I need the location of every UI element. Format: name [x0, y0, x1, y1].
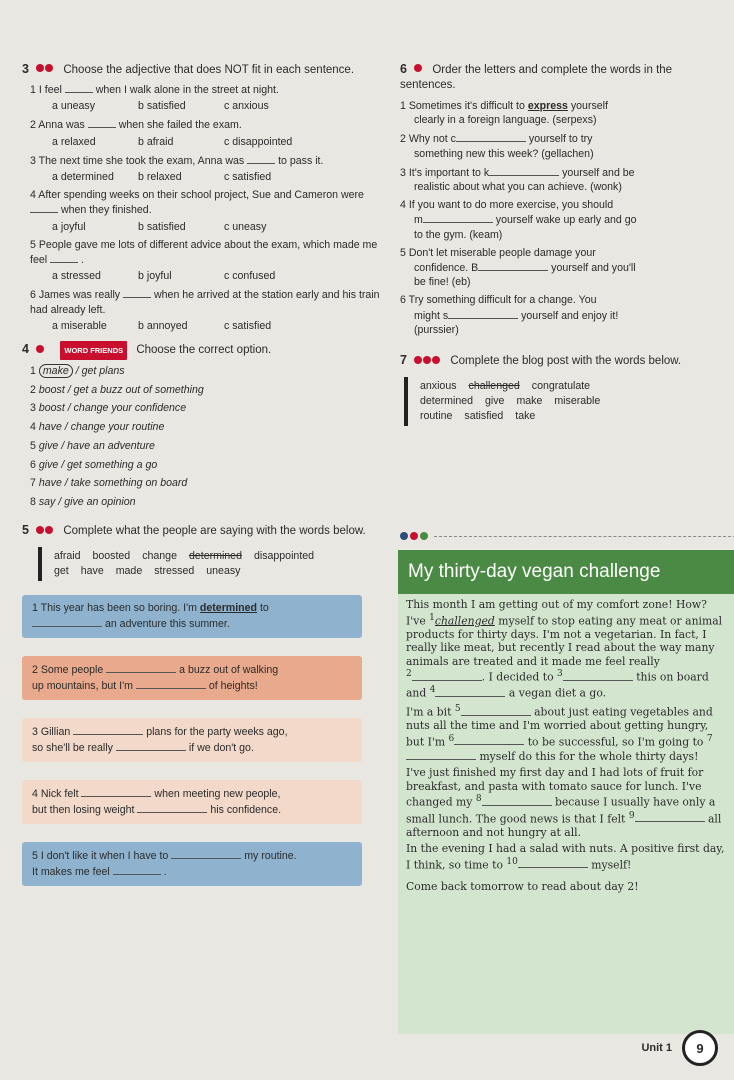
word-box-item: miserable — [554, 395, 601, 408]
ex3-options — [52, 220, 382, 234]
blog-text: myself to stop eating any meat or animal products for thirty days. I'm not a vegetarian. In fact, I really like meat, but recently I read about the way many animals are treated and it made me feel really — [406, 614, 723, 668]
answer-blank[interactable] — [32, 616, 102, 627]
item-number: 5 — [30, 238, 36, 251]
option-b[interactable]: change your routine — [70, 421, 165, 434]
word-box-item: made — [115, 565, 143, 578]
page-footer — [641, 1030, 718, 1066]
ex3-options — [52, 99, 382, 113]
option[interactable]: c satisfied — [224, 171, 272, 184]
sentence-text: clearly in a foreign language. (serpexs) — [414, 114, 597, 127]
blog-text: a vegan diet a go. — [508, 686, 607, 700]
blog-text: In the evening I had a salad with nuts. A positive first day, I think, so time to — [406, 842, 725, 872]
ex6-item-5 — [400, 246, 720, 290]
sentence-text: when I walk alone in the street at night. — [95, 84, 279, 96]
sentence-text: (purssier) — [414, 323, 459, 336]
answer-blank[interactable] — [106, 662, 176, 673]
sentence-text: to pass it. — [278, 154, 324, 167]
word-box-item: make — [516, 395, 543, 408]
option-a[interactable]: have — [38, 421, 62, 434]
word-box-item: get — [54, 565, 69, 578]
exercise-instruction: Complete what the people are saying with the words below. — [63, 525, 366, 538]
sentence-text: so she'll be really — [32, 742, 113, 755]
answer-blank[interactable] — [30, 202, 58, 213]
ex4-item: 2 boost / get a buzz out of something — [30, 383, 204, 396]
blog-text: all afternoon and not hungry at all. — [406, 812, 722, 839]
item-number: 6 — [30, 289, 36, 302]
answer-blank[interactable] — [73, 724, 143, 735]
right-column — [400, 62, 720, 436]
example-answer: challenged — [434, 614, 495, 628]
blog-text: this on board and — [406, 670, 709, 700]
word-box-item: anxious — [420, 380, 457, 393]
sentence-text: . — [81, 254, 84, 267]
sentence-text: I feel — [38, 84, 62, 96]
option[interactable]: b satisfied — [138, 100, 186, 113]
sentence-text: confidence. B — [414, 262, 479, 275]
blog-text: about just eating vegetables and nuts all the time and I'm worried about getting hungry, but I'm — [406, 705, 713, 749]
ex3-item — [30, 188, 382, 217]
item-number: 2 — [30, 119, 36, 132]
speech-bubble-2 — [22, 656, 362, 700]
sentence-text: when meeting new people, — [154, 788, 281, 801]
sentence-text: yourself and enjoy it! — [521, 309, 619, 322]
sentence-text: 1 Sometimes it's difficult to — [400, 100, 525, 112]
blog-text: Come back tomorrow to read about day 2! — [406, 879, 639, 893]
blog-title: My thirty-day vegan challenge — [398, 550, 734, 594]
exercise-3-heading — [22, 62, 382, 78]
exercise-5-heading — [22, 523, 382, 539]
example-answer: determined — [199, 602, 258, 615]
left-column — [22, 62, 382, 896]
word-box-item: challenged — [468, 380, 520, 393]
word-box-item: satisfied — [464, 410, 504, 423]
sentence-text: to the gym. (keam) — [414, 228, 503, 241]
blog-text: myself! — [591, 858, 632, 872]
exercise-number: 7 — [400, 353, 407, 368]
exercise-instruction: Choose the correct option. — [136, 344, 272, 357]
option[interactable]: b joyful — [138, 270, 172, 283]
answer-blank[interactable] — [247, 153, 275, 164]
option[interactable]: a relaxed — [52, 135, 96, 148]
ex6-item-3 — [400, 165, 720, 194]
blog-text: I'm a bit — [406, 705, 452, 719]
sentence-text: 4 If you want to do more exercise, you should — [400, 199, 614, 212]
sentence-text: yourself — [570, 100, 608, 112]
blog-text: because I usually have only a small lunch. The good news is that I felt — [406, 796, 716, 826]
sentence-text: something new this week? (gellachen) — [414, 147, 594, 160]
option-a[interactable]: make — [39, 364, 73, 378]
sentence-text: when he arrived at the station early and his train had already left. — [30, 289, 380, 316]
word-box-item: stressed — [154, 565, 195, 578]
option-b[interactable]: take something on board — [70, 477, 188, 490]
answer-blank[interactable] — [136, 678, 206, 689]
item-number: 1 — [30, 365, 36, 378]
item-number: 5 — [30, 439, 36, 452]
word-box-item: take — [515, 410, 536, 423]
exercise-6-items — [400, 99, 720, 337]
blog-text: myself do this for the whole thirty days! — [479, 749, 699, 763]
option-b[interactable]: get a buzz out of something — [73, 383, 204, 396]
sentence-text: The next time she took the exam, Anna was — [38, 154, 245, 167]
blog-dots-icon — [400, 532, 734, 540]
ex3-item — [30, 117, 382, 132]
sentence-text: yourself and be — [562, 166, 635, 179]
blog-text: to be successful, so I'm going to — [527, 735, 704, 749]
answer-blank[interactable] — [448, 308, 518, 319]
answer-blank[interactable] — [137, 802, 207, 813]
sentence-text: yourself wake up early and go — [495, 214, 637, 227]
blog-paragraph-2: I'm a bit $^5$ about just eating vegetables and nuts all the time and I'm worried about getting hungry, but I'm $^6$ to be successful, so I'm going to $^7$ myself do this for the whole thirty days! — [406, 704, 713, 763]
answer-blank[interactable] — [482, 795, 552, 806]
item-number: 4 — [30, 421, 36, 434]
sentence-text: It makes me feel — [32, 866, 110, 879]
answer-blank[interactable] — [116, 740, 186, 751]
answer-blank[interactable] — [518, 857, 588, 868]
option[interactable]: a uneasy — [52, 100, 95, 113]
sentence-text: yourself to try — [528, 133, 593, 146]
word-box-item: give — [485, 395, 505, 408]
ex4-item: 4 have / change your routine — [30, 421, 165, 434]
exercise-instruction: Choose the adjective that does NOT fit in each sentence. — [63, 64, 355, 76]
speech-bubble-3 — [22, 718, 362, 762]
exercise-7 — [400, 353, 720, 426]
answer-blank[interactable] — [406, 749, 476, 760]
answer-blank[interactable] — [456, 131, 526, 142]
ex6-item-1 — [400, 99, 720, 127]
word-box-item: congratulate — [531, 380, 591, 393]
answer-blank[interactable] — [81, 786, 151, 797]
word-box-item: uneasy — [206, 565, 241, 578]
exercise-number: 4 — [22, 342, 29, 357]
exercise-4 — [22, 341, 382, 509]
sentence-text: a buzz out of walking — [179, 664, 279, 677]
option-a[interactable]: say — [38, 495, 56, 508]
answer-blank[interactable] — [88, 117, 116, 128]
answer-blank[interactable] — [461, 705, 531, 716]
option[interactable]: a miserable — [52, 319, 107, 332]
exercise-number: 3 — [22, 62, 29, 76]
sentence-text: m — [414, 214, 423, 227]
option[interactable]: b relaxed — [138, 171, 182, 184]
option[interactable]: c satisfied — [224, 319, 272, 332]
word-box — [38, 547, 382, 581]
difficulty-dots — [36, 343, 45, 358]
sentence-text: might s — [414, 309, 449, 322]
option-a[interactable]: give — [38, 458, 59, 471]
sentence-text: his confidence. — [210, 804, 282, 817]
answer-blank[interactable] — [563, 670, 633, 681]
answer-blank[interactable] — [65, 82, 93, 93]
sentence-text: my routine. — [244, 850, 297, 863]
sentence-text: if we don't go. — [188, 742, 254, 755]
sentence-text: James was really — [38, 289, 121, 302]
sentence-text: 2 Some people — [32, 664, 104, 677]
sentence-text: 3 It's important to k — [400, 166, 490, 179]
speech-bubble-1 — [22, 595, 362, 638]
ex3-item — [30, 153, 382, 168]
exercise-6-heading — [400, 62, 720, 93]
ex3-options — [52, 135, 382, 149]
blog-paragraph-4: In the evening I had a salad with nuts. A positive first day, I think, so time to $^{10}$ myself! — [406, 842, 725, 872]
word-friends-badge: WORD FRIENDS — [60, 341, 127, 360]
option[interactable]: b annoyed — [138, 319, 188, 332]
answer-blank[interactable] — [423, 212, 493, 223]
sentence-text: 4 Nick felt — [32, 788, 79, 801]
option[interactable]: c confused — [224, 270, 276, 283]
item-number: 7 — [30, 477, 36, 490]
answer-blank[interactable] — [435, 686, 505, 697]
item-number: 1 — [30, 84, 36, 96]
word-box — [404, 377, 660, 426]
ex3-item — [30, 238, 382, 267]
page-number: 9 — [682, 1030, 718, 1066]
ex4-item: 5 give / have an adventure — [30, 439, 155, 452]
answer-blank[interactable] — [635, 811, 705, 822]
blog-paragraph-3: I've just finished my first day and I had lots of fruit for breakfast, and pasta with tomato sauce for lunch. I've changed my $^8$ because I usually have only a small lunch. The good news is that I felt $^9$ all afternoon and not hungry at all. — [406, 766, 722, 839]
exercise-instruction: Order the letters and complete the words in the sentences. — [400, 64, 673, 91]
option[interactable]: a joyful — [52, 220, 86, 233]
option[interactable]: a stressed — [52, 270, 101, 283]
option-a[interactable]: boost — [38, 402, 65, 415]
ex3-options — [52, 319, 382, 333]
sentence-text: when she failed the exam. — [118, 119, 242, 132]
sentence-text: but then losing weight — [32, 804, 135, 817]
item-number: 4 — [30, 189, 36, 202]
answer-blank[interactable] — [50, 252, 78, 263]
speech-bubble-5 — [22, 842, 362, 886]
difficulty-dots — [414, 62, 423, 77]
exercise-number: 6 — [400, 62, 407, 76]
option-b[interactable]: change your confidence — [73, 402, 187, 415]
exercise-3-items — [22, 82, 382, 333]
sentence-text: 2 Why not c — [400, 133, 456, 146]
option-a[interactable]: have — [38, 477, 62, 490]
answer-blank[interactable] — [171, 848, 241, 859]
answer-blank[interactable] — [454, 734, 524, 745]
blog-paragraph-5 — [406, 880, 726, 894]
ex6-item-6 — [400, 293, 720, 337]
ex6-item-4 — [400, 198, 720, 242]
option[interactable]: c anxious — [224, 100, 269, 113]
option-a[interactable]: give — [38, 439, 59, 452]
blog-text: I've just finished my first day and I had lots of fruit for breakfast, and pasta with tomato sauce for lunch. I've changed my — [406, 766, 704, 810]
option-b[interactable]: get plans — [81, 365, 125, 378]
exercise-6 — [400, 62, 720, 337]
exercise-5 — [22, 523, 382, 886]
unit-label: Unit 1 — [641, 1042, 672, 1054]
item-number: 3 — [30, 154, 36, 167]
item-number: 2 — [30, 383, 36, 396]
ex4-item: 6 give / get something a go — [30, 458, 158, 471]
ex6-item-2 — [400, 131, 720, 160]
sentence-text: plans for the party weeks ago, — [146, 726, 288, 739]
sentence-text: to — [259, 602, 269, 615]
word-box-item: determined — [188, 550, 242, 563]
ex3-item — [30, 287, 382, 316]
sentence-text: 1 This year has been so boring. I'm — [32, 602, 197, 615]
sentence-text: 5 Don't let miserable people damage your — [400, 246, 596, 259]
sentence-text: when they finished. — [60, 204, 152, 217]
blog-text: This month I am getting out of my comfort zone! How? I've — [406, 598, 707, 628]
sentence-text: People gave me lots of different advice about the exam, which made me feel — [30, 238, 378, 267]
word-box-item: change — [142, 550, 177, 563]
word-box-item: determined — [420, 395, 473, 408]
difficulty-dots — [36, 62, 54, 77]
sentence-text: 5 I don't like it when I have to — [32, 850, 169, 863]
option[interactable]: a determined — [52, 171, 114, 184]
ex3-options — [52, 269, 382, 283]
word-box-item: boosted — [92, 550, 131, 563]
word-box-item: disappointed — [253, 550, 315, 563]
answer-blank[interactable] — [113, 864, 161, 875]
item-number: 8 — [30, 495, 36, 508]
word-box-item: afraid — [54, 550, 81, 563]
option[interactable]: b afraid — [138, 135, 174, 148]
sentence-text: Anna was — [38, 119, 85, 132]
answer-blank[interactable] — [123, 287, 151, 298]
sentence-text: realistic about what you can achieve. (wonk) — [414, 181, 622, 194]
sentence-text: yourself and you'll — [551, 262, 636, 275]
item-number: 3 — [30, 402, 36, 415]
sentence-text: 6 Try something difficult for a change. You — [400, 294, 597, 307]
blog-text: . I decided to — [481, 670, 554, 684]
exercise-instruction: Complete the blog post with the words below. — [450, 355, 682, 368]
sentence-text: of heights! — [208, 680, 258, 693]
answer-blank[interactable] — [489, 165, 559, 176]
example-answer: express — [527, 100, 568, 112]
exercise-7-heading — [400, 353, 720, 369]
option[interactable]: b satisfied — [138, 220, 186, 233]
option[interactable]: c disappointed — [224, 135, 293, 148]
blog-body — [398, 594, 734, 1034]
speech-bubble-4 — [22, 780, 362, 824]
ex3-options — [52, 170, 382, 184]
sentence-text: After spending weeks on their school project, Sue and Cameron were — [38, 189, 364, 202]
answer-blank[interactable] — [412, 670, 482, 681]
word-box-item: have — [80, 565, 104, 578]
sentence-text: an adventure this summer. — [104, 618, 230, 631]
word-box-item: routine — [420, 410, 453, 423]
ex4-item: 7 have / take something on board — [30, 477, 188, 490]
exercise-3 — [22, 62, 382, 333]
option-a[interactable]: boost — [38, 383, 65, 396]
option-b[interactable]: give an opinion — [64, 495, 136, 508]
ex4-item: 1 make / get plans — [30, 365, 125, 378]
ex3-item — [30, 82, 382, 97]
ex4-item: 3 boost / change your confidence — [30, 402, 187, 415]
difficulty-dots — [414, 354, 441, 369]
difficulty-dots — [36, 524, 54, 539]
exercise-4-items — [22, 364, 382, 509]
answer-blank[interactable] — [478, 260, 548, 271]
sentence-text: 3 Gillian — [32, 726, 71, 739]
item-number: 6 — [30, 458, 36, 471]
exercise-4-heading — [22, 341, 382, 360]
sentence-text: be fine! (eb) — [414, 276, 471, 289]
exercise-number: 5 — [22, 523, 29, 538]
option-b[interactable]: have an adventure — [67, 439, 155, 452]
sentence-text: up mountains, but I'm — [32, 680, 133, 693]
option[interactable]: c uneasy — [224, 220, 267, 233]
ex4-item: 8 say / give an opinion — [30, 495, 136, 508]
sentence-text: . — [163, 866, 167, 879]
option-b[interactable]: get something a go — [67, 458, 158, 471]
blog-paragraph-1: This month I am getting out of my comfort zone! How? I've $^1$challenged myself to stop eating any meat or animal products for thirty days. I'm not a vegetarian. In fact, I really like meat, but recently I read about the way many animals are treated and it made me feel really $^2$ . I decided to $^3$ this on board and $^4$ a vegan diet a go. — [406, 598, 723, 700]
